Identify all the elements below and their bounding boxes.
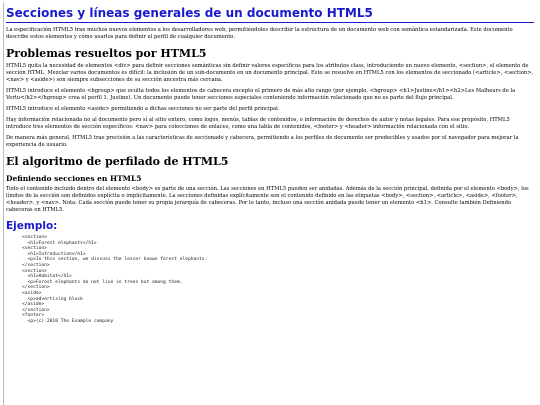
example-heading: Ejemplo: <box>6 220 58 232</box>
section-heading-problems: Problemas resueltos por HTML5 <box>6 47 207 60</box>
problems-paragraph-5: De manera más general, HTML5 trae precisión a las características de seccionado y cabecera, permitiendo a los perfiles de documento ser predecibles y usados por el navegador para mejorar la experiencia de usuario. <box>6 135 519 148</box>
problems-paragraph-2: HTML5 introduce el elemento <hgroup> que oculta todos los elementos de cabecera excepto el primero de más alto rango (por ejemplo, <hgroup> <h1>Justine</h1><h2>Les Malheurs de la Vertu</h2></hgroup> crea el perfil 1. Justine). Un documento puede tener secciones especiales conteniendo información relacionado que no es parte del flujo principal. <box>6 88 516 101</box>
example-code-block: <section> <h1>Forest elephants</h1> <section> <h1>Introduction</h1> <p>In this section, we discuss the lesser known forest elephants. </section> <section> <h1>Habitat</h1> <p>Forest elephants do not live in trees but among them. </section> <aside> <p>advertising block </aside> </section> <footer> <p>(c) 2010 The Example company <box>22 235 208 324</box>
title-underline <box>6 22 534 23</box>
page-title: Secciones y líneas generales de un documento HTML5 <box>6 6 373 20</box>
algorithm-paragraph: Todo el contenido incluido dentro del elemento <body> es parte de una sección. Las secciones en HTML5 pueden ser anidadas. Además de la sección principal, definida por el elemento <body>, los límites de la sección son definidos explícita o implícitamente. La secciones definidas explícitamente son el contenido definido en las etiquetas <body>, <section>, <article>, <aside>, <footer>, <header>, y <nav>. Nota: Cada sección puede tener su propia jerarquía de cabeceras. Por lo tanto, incluso una sección anidada puede tener un elemento <h1>. Consulte también Definiendo cabeceras en HTML5. <box>6 186 529 213</box>
intro-paragraph: La especificación HTML5 trae muchos nuevos elementos a los desarrolladores web, permitiéndoles describir la estructura de un documento web con semántica estandarizada. Este documento describe estos elementos y cómo usarlos para definir el perfil de cualquier documento. <box>6 27 513 40</box>
problems-paragraph-1: HTML5 quita la necesidad de elementos <div> para definir secciones semánticas sin definir valores específicos para los atributos class, introduciendo un nuevo elemento, <section>, el elemento de sección HTML. Mezclar varios documentos es difícil: la inclusión de un sub-documento en un documento principal. Esto se resuelve en HTML5 con los elementos de seccionado (<article>, <section>, <nav> y <aside>) son siempre subsecciones de su sección ancestra más cercana. <box>6 63 534 83</box>
problems-paragraph-4: Hay información relacionada no al documento pero sí al sitio entero, como logos, menús, tablas de contenidos, o información de derechos de autor y notas legales. Para ese propósito, HTML5 introduce tres elementos de sección específicos: <nav> para colecciones de enlaces, como una tabla de contenidos, <footer> y <header> información relacionada con el sitio. <box>6 117 510 130</box>
problems-paragraph-3: HTML5 introduce el elemento <aside> permitiendo a dichas secciones no ser parte del perfil principal. <box>6 106 280 112</box>
section-heading-algorithm: El algoritmo de perfilado de HTML5 <box>6 155 229 168</box>
subheading-defining-sections: Definiendo secciones en HTML5 <box>6 174 142 183</box>
